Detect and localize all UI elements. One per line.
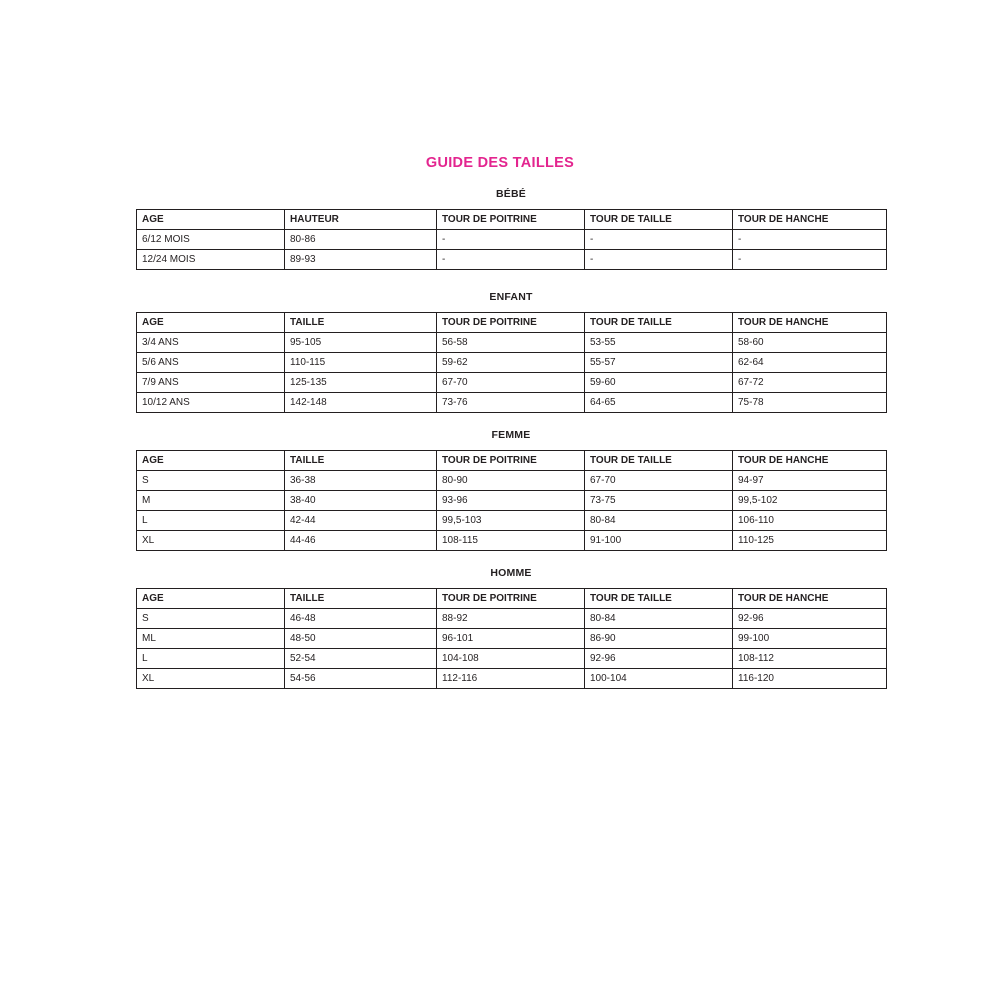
table-cell: 116-120: [733, 669, 887, 689]
table-cell: 64-65: [585, 393, 733, 413]
table-cell: 54-56: [285, 669, 437, 689]
table-cell: 12/24 MOIS: [137, 250, 285, 270]
column-header: AGE: [137, 210, 285, 230]
table-cell: 59-60: [585, 373, 733, 393]
section-title-enfant: ENFANT: [489, 291, 533, 303]
table-row: [137, 649, 887, 669]
table-cell: 94-97: [733, 471, 887, 491]
table-cell: L: [137, 511, 285, 531]
table-row: [137, 609, 887, 629]
table-cell: 5/6 ANS: [137, 353, 285, 373]
column-header: TOUR DE HANCHE: [733, 313, 887, 333]
column-header: AGE: [137, 313, 285, 333]
table-header-row: [137, 313, 887, 333]
table-cell: 99,5-103: [437, 511, 585, 531]
section-bebe: [136, 188, 886, 270]
table-cell: 7/9 ANS: [137, 373, 285, 393]
table-cell: 89-93: [285, 250, 437, 270]
column-header: TAILLE: [285, 451, 437, 471]
column-header: TOUR DE POITRINE: [437, 313, 585, 333]
table-row: [137, 250, 887, 270]
page-title: GUIDE DES TAILLES: [425, 155, 575, 171]
section-femme: [136, 429, 886, 551]
column-header: TOUR DE POITRINE: [437, 210, 585, 230]
table-cell: 46-48: [285, 609, 437, 629]
table-row: [137, 230, 887, 250]
table-cell: 58-60: [733, 333, 887, 353]
table-cell: XL: [137, 669, 285, 689]
table-cell: 73-75: [585, 491, 733, 511]
column-header: TOUR DE HANCHE: [733, 210, 887, 230]
table-cell: 44-46: [285, 531, 437, 551]
column-header: AGE: [137, 589, 285, 609]
table-cell: 53-55: [585, 333, 733, 353]
table-cell: -: [437, 230, 585, 250]
table-row: [137, 511, 887, 531]
table-cell: 52-54: [285, 649, 437, 669]
table-cell: 6/12 MOIS: [137, 230, 285, 250]
size-table-femme: [136, 450, 887, 551]
table-cell: 93-96: [437, 491, 585, 511]
table-cell: 92-96: [585, 649, 733, 669]
table-header-row: [137, 210, 887, 230]
table-cell: S: [137, 609, 285, 629]
table-row: [137, 471, 887, 491]
table-row: [137, 393, 887, 413]
table-cell: 99-100: [733, 629, 887, 649]
table-cell: 110-125: [733, 531, 887, 551]
table-header-row: [137, 451, 887, 471]
table-cell: -: [733, 230, 887, 250]
table-cell: 80-84: [585, 511, 733, 531]
table-row: [137, 373, 887, 393]
table-cell: -: [733, 250, 887, 270]
size-table-homme: [136, 588, 887, 689]
column-header: TOUR DE TAILLE: [585, 451, 733, 471]
table-cell: 67-70: [437, 373, 585, 393]
column-header: HAUTEUR: [285, 210, 437, 230]
size-table-bebe: [136, 209, 887, 270]
table-cell: 80-90: [437, 471, 585, 491]
table-cell: 62-64: [733, 353, 887, 373]
table-cell: 92-96: [733, 609, 887, 629]
column-header: TOUR DE TAILLE: [585, 589, 733, 609]
table-cell: XL: [137, 531, 285, 551]
column-header: TOUR DE POITRINE: [437, 451, 585, 471]
column-header: TOUR DE HANCHE: [733, 589, 887, 609]
section-title-femme: FEMME: [491, 429, 531, 441]
table-cell: 112-116: [437, 669, 585, 689]
table-cell: 88-92: [437, 609, 585, 629]
table-cell: 59-62: [437, 353, 585, 373]
column-header: TOUR DE TAILLE: [585, 210, 733, 230]
table-cell: 67-72: [733, 373, 887, 393]
table-cell: -: [585, 230, 733, 250]
column-header: TOUR DE TAILLE: [585, 313, 733, 333]
table-cell: S: [137, 471, 285, 491]
table-cell: -: [585, 250, 733, 270]
table-cell: 99,5-102: [733, 491, 887, 511]
column-header: TOUR DE HANCHE: [733, 451, 887, 471]
column-header: AGE: [137, 451, 285, 471]
section-enfant: [136, 291, 886, 413]
table-cell: ML: [137, 629, 285, 649]
size-table-enfant: [136, 312, 887, 413]
table-cell: 80-86: [285, 230, 437, 250]
table-cell: 80-84: [585, 609, 733, 629]
table-cell: 56-58: [437, 333, 585, 353]
column-header: TAILLE: [285, 589, 437, 609]
table-row: [137, 333, 887, 353]
table-cell: 108-115: [437, 531, 585, 551]
table-cell: 75-78: [733, 393, 887, 413]
table-cell: 142-148: [285, 393, 437, 413]
table-cell: M: [137, 491, 285, 511]
table-cell: 106-110: [733, 511, 887, 531]
table-cell: 48-50: [285, 629, 437, 649]
table-cell: -: [437, 250, 585, 270]
table-cell: 73-76: [437, 393, 585, 413]
table-row: [137, 531, 887, 551]
column-header: TOUR DE POITRINE: [437, 589, 585, 609]
table-cell: 67-70: [585, 471, 733, 491]
table-cell: 125-135: [285, 373, 437, 393]
table-header-row: [137, 589, 887, 609]
table-cell: 3/4 ANS: [137, 333, 285, 353]
table-cell: 100-104: [585, 669, 733, 689]
table-cell: 42-44: [285, 511, 437, 531]
table-cell: 86-90: [585, 629, 733, 649]
section-title-bebe: BÉBÉ: [496, 188, 526, 200]
section-title-homme: HOMME: [490, 567, 532, 579]
table-cell: 108-112: [733, 649, 887, 669]
table-cell: 96-101: [437, 629, 585, 649]
table-cell: 10/12 ANS: [137, 393, 285, 413]
table-cell: 36-38: [285, 471, 437, 491]
table-cell: 91-100: [585, 531, 733, 551]
table-cell: 38-40: [285, 491, 437, 511]
table-row: [137, 353, 887, 373]
section-homme: [136, 567, 886, 689]
table-row: [137, 669, 887, 689]
column-header: TAILLE: [285, 313, 437, 333]
table-cell: 104-108: [437, 649, 585, 669]
table-cell: 110-115: [285, 353, 437, 373]
table-row: [137, 491, 887, 511]
table-cell: L: [137, 649, 285, 669]
table-row: [137, 629, 887, 649]
table-cell: 55-57: [585, 353, 733, 373]
table-cell: 95-105: [285, 333, 437, 353]
